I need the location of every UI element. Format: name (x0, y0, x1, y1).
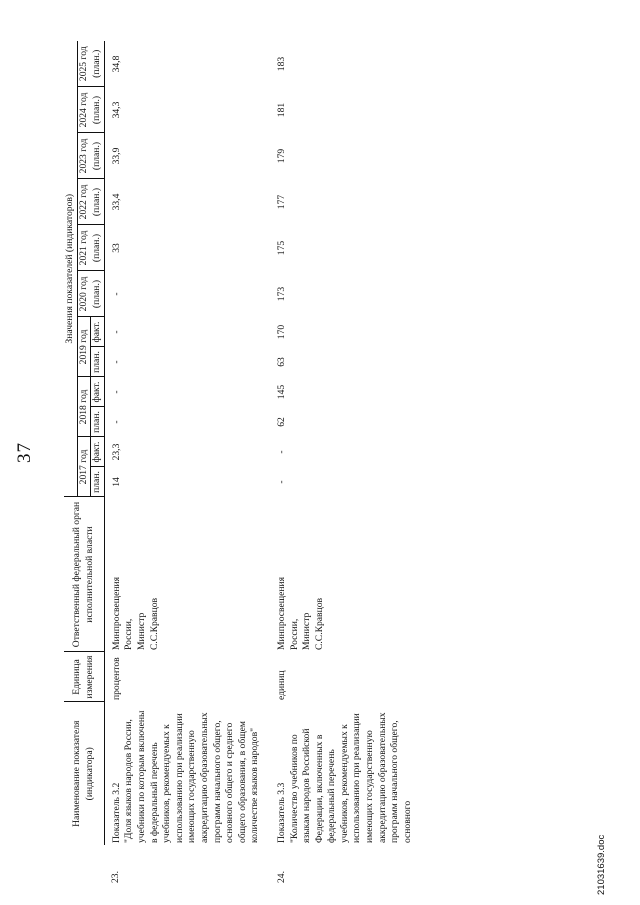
value-cell: 145 (275, 384, 287, 400)
header-year-2018: 2018 год (77, 377, 91, 437)
value-cell: - (110, 292, 122, 296)
responsible-cell: Минпросвещения России, Министр С.С.Кравцов (110, 576, 160, 650)
unit-cell: единиц (275, 670, 287, 700)
value-cell: 23,3 (110, 443, 122, 461)
value-cell: 177 (275, 194, 287, 210)
value-cell: - (110, 420, 122, 424)
value-cell: - (110, 330, 122, 334)
header-plan: план. (91, 407, 105, 437)
value-cell: - (110, 360, 122, 364)
value-cell: - (110, 390, 122, 394)
value-cell: 33 (110, 243, 122, 253)
value-cell: - (275, 450, 287, 454)
header-year-2023: 2023 год (план.) (77, 133, 104, 179)
header-fact: факт. (91, 317, 105, 347)
header-year-2017: 2017 год (77, 437, 91, 497)
value-cell: 175 (275, 240, 287, 256)
value-cell: 34,3 (110, 101, 122, 119)
header-indicator-name: Наименование показателя (индикатора) (64, 702, 104, 845)
row-number: 23. (110, 871, 122, 883)
header-year-2025: 2025 год (план.) (77, 41, 104, 87)
header-year-2019: 2019 год (77, 317, 91, 377)
responsible-cell: Минпросвещения России, Министр С.С.Кравцов (275, 576, 325, 650)
header-responsible: Ответственный федеральный орган исполнительной власти (64, 497, 104, 652)
value-cell: 33,4 (110, 193, 122, 211)
value-cell: 170 (275, 324, 287, 340)
value-cell: 173 (275, 286, 287, 302)
header-fact: факт. (91, 437, 105, 467)
value-cell: - (275, 480, 287, 484)
header-plan: план. (91, 467, 105, 497)
indicator-name (104, 702, 262, 845)
indicator-description: "Доля языков народов России, учебники по которым включены в федеральный перечень учебников, рекомендуемых к использованию при реализации имеющих государственную аккредитацию образовательных программ начального общего, основного общего и среднего общего образования, в общем количестве языков народов" (123, 710, 261, 843)
header-unit: Единица измерения (64, 652, 104, 702)
header-fact: факт. (91, 377, 105, 407)
file-name: 21031639.doc (596, 834, 607, 895)
header-year-2022: 2022 год (план.) (77, 179, 104, 225)
header-plan: план. (91, 347, 105, 377)
indicators-table (64, 41, 414, 885)
value-cell: 62 (275, 417, 287, 427)
table-row (262, 41, 415, 885)
value-cell: 183 (275, 56, 287, 72)
indicator-description: "Количество учебников по языкам народов Российской Федерации, включенных в федеральный перечень учебников, рекомендуемых к использованию при реализации имеющих государственную аккредитацию образовательных программ начального общего, основного (288, 712, 413, 843)
unit-cell: процентов (110, 657, 122, 700)
header-year-2020: 2020 год (план.) (77, 271, 104, 317)
value-cell: 33,9 (110, 147, 122, 165)
value-cell: 181 (275, 102, 287, 118)
indicator-name (262, 702, 415, 845)
header-year-2021: 2021 год (план.) (77, 225, 104, 271)
indicator-title: Показатель 3.2 (110, 782, 122, 843)
value-cell: 179 (275, 148, 287, 164)
value-cell: 14 (110, 477, 122, 487)
row-number: 24. (275, 871, 287, 883)
header-year-2024: 2024 год (план.) (77, 87, 104, 133)
table-row (104, 41, 262, 885)
value-cell: 63 (275, 357, 287, 367)
indicator-title: Показатель 3.3 (275, 782, 287, 843)
page-number: 37 (14, 442, 35, 463)
header-values-group: Значения показателей (индикаторов) (64, 41, 77, 497)
value-cell: 34,8 (110, 55, 122, 73)
